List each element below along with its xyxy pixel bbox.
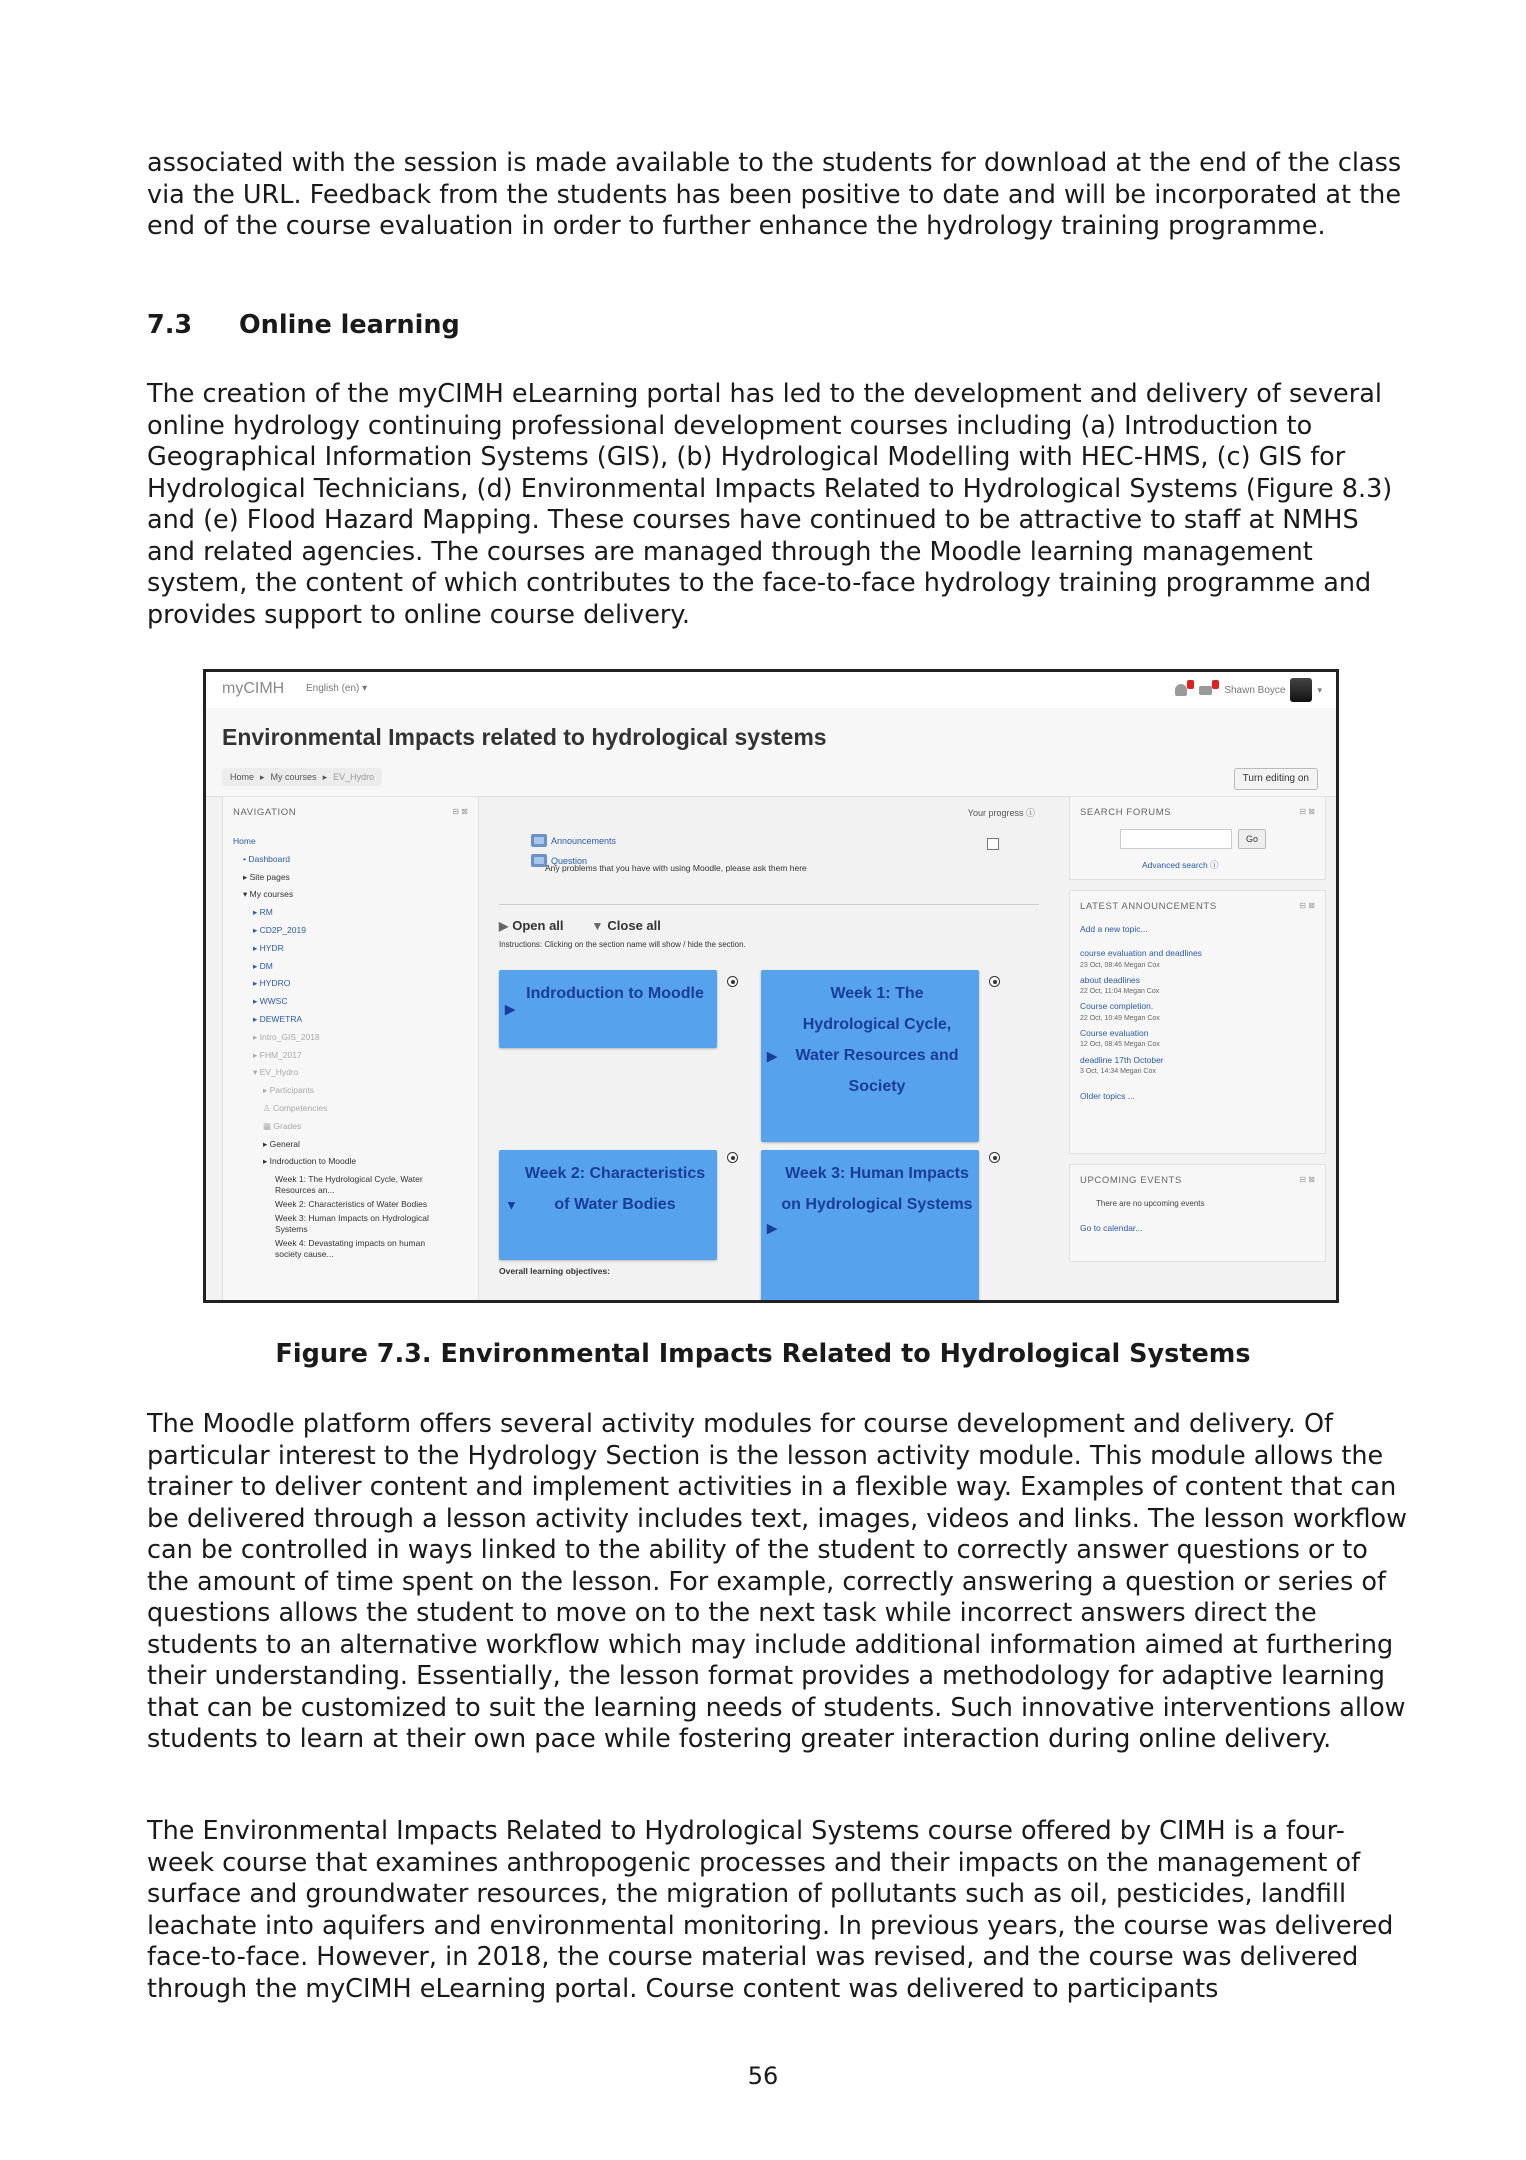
announcement-meta: 12 Oct, 08:45 Megan Cox — [1080, 1041, 1160, 1049]
announcement-title[interactable]: course evaluation and deadlines — [1080, 948, 1202, 959]
upcoming-events-title: UPCOMING EVENTS — [1080, 1175, 1182, 1186]
nav-item[interactable]: Week 2: Characteristics of Water Bodies — [275, 1199, 428, 1210]
announcement-meta: 22 Oct, 11:04 Megan Cox — [1080, 988, 1160, 996]
announcement-title[interactable]: Course evaluation — [1080, 1028, 1149, 1039]
notification-badge — [1187, 680, 1194, 689]
nav-item[interactable]: ▸ CD2P_2019 — [253, 924, 306, 935]
section-toggle-icon[interactable] — [989, 976, 1000, 987]
nav-item[interactable]: ▸ WWSC — [253, 996, 288, 1007]
instructions-text: Instructions: Clicking on the section name will show / hide the section. — [499, 940, 746, 949]
announcement-title[interactable]: about deadlines — [1080, 974, 1141, 985]
nav-item[interactable]: ▸ HYDRO — [253, 978, 291, 989]
avatar[interactable] — [1290, 678, 1312, 702]
upcoming-events-block — [1069, 1164, 1326, 1262]
mycimh-logo[interactable]: myCIMH — [222, 680, 285, 697]
forum-icon — [531, 834, 547, 847]
nav-item[interactable]: ▸ Intro_GIS_2018 — [253, 1031, 320, 1042]
user-name[interactable]: Shawn Boyce — [1224, 684, 1286, 696]
course-title: Environmental Impacts related to hydrological systems — [222, 724, 827, 750]
breadcrumb-current[interactable]: EV_Hydro — [333, 772, 375, 782]
nav-item[interactable]: ▸ Site pages — [243, 871, 290, 882]
paragraph-course-description: The Environmental Impacts Related to Hydrological Systems course offered by CIMH is a four-week course that examines anthropogenic processes and their impacts on the management of surface and groundwater resources, the migration of pollutants such as oil, pesticides, landfill leachate into aquifers and environmental monitoring. In previous years, the course was delivered face-to-face. However, in 2018, the course material was revised, and the course was delivered through the myCIMH eLearning portal. Course content was delivered to participants — [147, 1816, 1394, 2004]
nav-item[interactable]: ▸ Participants — [263, 1085, 315, 1096]
tile-label[interactable]: Week 3: Human Impacts on Hydrological Systems — [781, 1165, 973, 1213]
announcement-meta: 3 Oct, 14:34 Megan Cox — [1080, 1067, 1156, 1075]
open-all-label: Open all — [512, 918, 564, 933]
breadcrumb — [222, 768, 382, 786]
nav-item[interactable]: ▦ Grades — [263, 1120, 302, 1131]
navigation-title: NAVIGATION — [233, 807, 297, 818]
expand-arrow-icon: ▶ — [505, 1001, 515, 1017]
language-menu[interactable]: English (en) ▾ — [306, 683, 368, 694]
play-icon: ▶ — [499, 919, 509, 933]
section-tile-week2[interactable] — [499, 1150, 717, 1260]
announcements-list — [1080, 923, 1315, 1103]
forum-description: Any problems that you have with using Moodle, please ask them here — [545, 863, 807, 873]
page-number: 56 — [747, 2062, 779, 2090]
section-tile-week3[interactable] — [761, 1150, 979, 1303]
figure-caption: Figure 7.3. Environmental Impacts Related to Hydrological Systems — [275, 1339, 1251, 1369]
divider — [499, 904, 1039, 905]
completion-checkbox[interactable] — [987, 838, 999, 850]
add-topic-link[interactable]: Add a new topic... — [1080, 924, 1148, 934]
message-icon[interactable] — [1199, 686, 1212, 695]
nav-item[interactable]: ▸ DEWETRA — [253, 1013, 303, 1024]
search-forums-title: SEARCH FORUMS — [1080, 807, 1172, 818]
go-to-calendar-link[interactable]: Go to calendar... — [1080, 1223, 1143, 1233]
nav-item[interactable]: ▾ My courses — [243, 889, 294, 900]
latest-announcements-title: LATEST ANNOUNCEMENTS — [1080, 901, 1217, 912]
expand-arrow-icon: ▶ — [767, 1220, 777, 1236]
block-controls-icon[interactable]: ⊟ ⊠ — [1299, 1175, 1315, 1184]
search-forums-input[interactable] — [1120, 829, 1232, 849]
announcement-meta: 23 Oct, 08:46 Megan Cox — [1080, 961, 1160, 969]
go-button[interactable]: Go — [1238, 829, 1266, 849]
block-controls-icon[interactable]: ⊟ ⊠ — [1299, 807, 1315, 816]
nav-item[interactable]: ▸ RM — [253, 907, 273, 918]
nav-item[interactable]: ▸ HYDR — [253, 942, 284, 953]
section-title: Online learning — [239, 310, 460, 340]
breadcrumb-my-courses[interactable]: My courses — [270, 772, 317, 782]
advanced-search-link[interactable]: Advanced search ⓘ — [1142, 860, 1219, 870]
breadcrumb-home[interactable]: Home — [230, 772, 255, 782]
section-toggle-icon[interactable] — [989, 1152, 1000, 1163]
turn-editing-on-button[interactable]: Turn editing on — [1234, 768, 1318, 790]
tile-label[interactable]: Week 2: Characteristics of Water Bodies — [524, 1165, 706, 1213]
section-toggle-icon[interactable] — [727, 1152, 738, 1163]
section-tile-week1[interactable] — [761, 970, 979, 1142]
older-topics-link[interactable]: Older topics ... — [1080, 1091, 1135, 1102]
activity-label[interactable]: Question — [551, 855, 588, 866]
paragraph-moodle-platform: The Moodle platform offers several activity modules for course development and delivery. Of particular interest to the Hydrology Section is the lesson activity module. This module allows the trainer to deliver content and implement activities in a flexible way. Examples of content that can be delivered through a lesson activity includes text, images, videos and links. The lesson workflow can be controlled in ways linked to the ability of the student to correctly answer questions or to the amount of time spent on the lesson. For example, correctly answering a question or series of questions allows the student to move on to the next task while incorrect answers direct the students to an alternative workflow which may include additional information aimed at furthering their understanding. Essentially, the lesson format provides a methodology for adaptive learning that can be customized to suit the learning needs of students. Such innovative interventions allow students to learn at their own pace while fostering greater interaction during online delivery. — [147, 1409, 1407, 1754]
latest-announcements-block — [1069, 890, 1326, 1154]
no-events-note: There are no upcoming events — [1096, 1199, 1205, 1208]
breadcrumb-separator-icon: ▸ — [322, 772, 328, 782]
expand-arrow-icon: ▼ — [505, 1197, 518, 1213]
breadcrumb-separator-icon: ▸ — [260, 772, 265, 782]
nav-item[interactable]: ▸ DM — [253, 960, 273, 971]
block-controls-icon[interactable]: ⊟ ⊠ — [452, 807, 468, 816]
section-tile-intro[interactable] — [499, 970, 717, 1048]
course-main — [489, 796, 1039, 1303]
course-header — [206, 708, 1336, 797]
paragraph-intro: associated with the session is made available to the students for download at the end of the class via the URL. Feedback from the students has been positive to date and will be incorporated at the end of the course evaluation in order to further enhance the hydrology training programme. — [147, 148, 1402, 241]
block-controls-icon[interactable]: ⊟ ⊠ — [1299, 901, 1315, 910]
nav-item[interactable]: ▸ FHM_2017 — [253, 1049, 302, 1060]
message-badge — [1212, 680, 1219, 689]
learning-objectives-label: Overall learning objectives: — [499, 1266, 611, 1276]
close-all-label: Close all — [607, 918, 661, 933]
tile-label[interactable]: Week 1: The Hydrological Cycle, Water Resources and Society — [795, 985, 959, 1095]
open-close-controls — [499, 918, 661, 933]
nav-item[interactable]: Week 3: Human Impacts on Hydrological Systems — [275, 1213, 429, 1235]
nav-item[interactable]: Week 4: Devastating impacts on human society cause... — [275, 1238, 426, 1260]
paragraph-online-learning: The creation of the myCIMH eLearning portal has led to the development and delivery of several online hydrology continuing professional development courses including (a) Introduction to Geographical Information Systems (GIS), (b) Hydrological Modelling with HEC-HMS, (c) GIS for Hydrological Technicians, (d) Environmental Impacts Related to Hydrological Systems (Figure 8.3) and (e) Flood Hazard Mapping. These courses have continued to be attractive to staff at NMHS and related agencies. The courses are managed through the Moodle learning management system, the content of which contributes to the face-to-face hydrology training programme and provides support to online course delivery. — [147, 379, 1393, 630]
expand-arrow-icon: ▶ — [767, 1048, 777, 1064]
user-area — [1175, 677, 1322, 703]
nav-item[interactable]: ▸ Indroduction to Moodle — [263, 1156, 357, 1167]
notification-bell-icon[interactable] — [1175, 684, 1187, 696]
open-all-button[interactable] — [499, 918, 564, 933]
nav-item[interactable]: ▸ General — [263, 1138, 300, 1149]
your-progress: Your progress ⓘ — [967, 808, 1035, 818]
section-toggle-icon[interactable] — [727, 976, 738, 987]
search-forums-block — [1069, 796, 1326, 880]
navigation-list — [233, 833, 445, 1263]
announcement-title[interactable]: deadline 17th October — [1080, 1054, 1164, 1065]
moodle-topbar — [206, 672, 1336, 709]
tile-label[interactable]: Indroduction to Moodle — [526, 985, 704, 1002]
triangle-down-icon: ▼ — [591, 919, 604, 933]
section-heading — [147, 309, 460, 341]
navigation-block — [222, 796, 479, 1303]
nav-item[interactable]: ♙ Competencies — [263, 1102, 328, 1113]
announcement-title[interactable]: Course completion. — [1080, 1001, 1154, 1012]
close-all-button[interactable] — [592, 918, 661, 933]
nav-item[interactable]: ▾ EV_Hydro — [253, 1067, 299, 1078]
nav-item[interactable]: Home — [233, 836, 256, 846]
user-menu-caret-icon[interactable]: ▾ — [1317, 684, 1322, 695]
activity-label[interactable]: Announcements — [551, 835, 617, 846]
figure-screenshot — [203, 669, 1339, 1303]
activity-announcements[interactable] — [531, 834, 616, 847]
section-number: 7.3 — [147, 310, 193, 340]
nav-item[interactable]: • Dashboard — [243, 853, 290, 864]
announcement-meta: 22 Oct, 10:49 Megan Cox — [1080, 1014, 1160, 1022]
nav-item[interactable]: Week 1: The Hydrological Cycle, Water Resources an... — [275, 1174, 423, 1196]
